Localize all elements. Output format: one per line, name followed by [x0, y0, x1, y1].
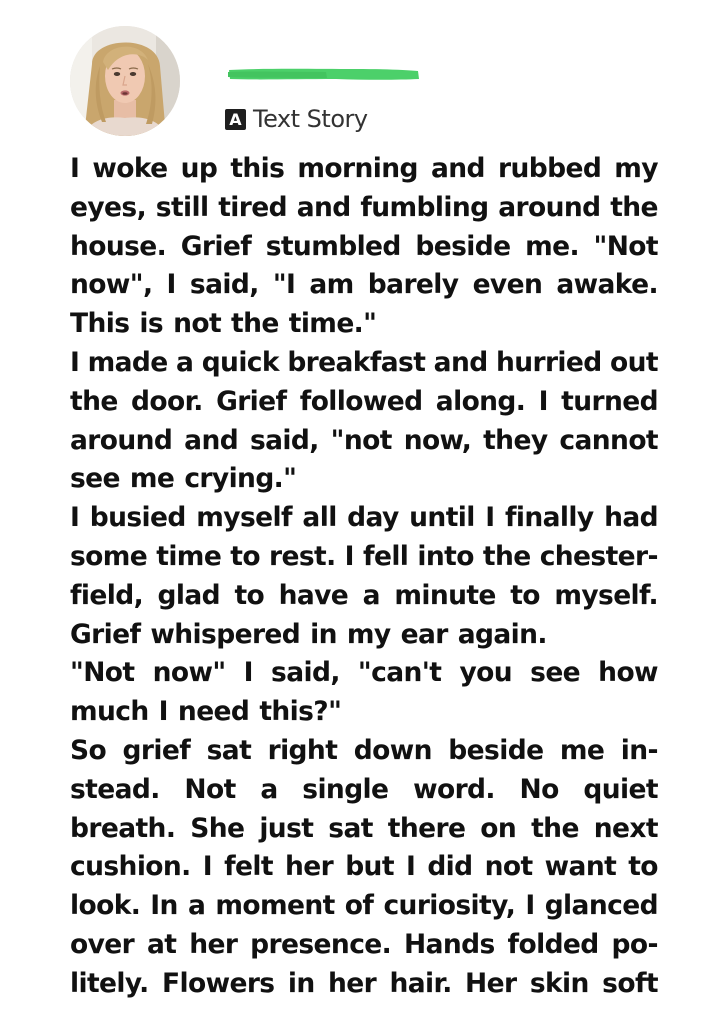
story-body — [70, 150, 658, 1024]
story-line: some time to rest. I fell into the chester- — [70, 540, 658, 572]
post-type-label: Text Story — [253, 105, 368, 133]
story-line: Grief whispered in my ear again. — [70, 618, 547, 650]
story-line: So grief sat right down beside me in- — [70, 734, 658, 766]
story-line: cushion. I felt her but I did not want to — [70, 851, 658, 883]
redacted-author-name — [226, 64, 421, 84]
avatar-portrait-image — [70, 26, 180, 136]
story-line: eyes, still tired and fumbling around the — [70, 191, 658, 223]
story-line: I made a quick breakfast and hurried out — [70, 346, 658, 378]
story-line: around and said, "not now, they cannot — [70, 424, 658, 456]
post-type-row — [225, 104, 368, 134]
story-line: much I need this?" — [70, 696, 342, 728]
story-line: litely. Flowers in her hair. Her skin soft — [70, 967, 658, 999]
avatar[interactable] — [70, 26, 180, 136]
story-line: over at her presence. Hands folded po- — [70, 928, 658, 960]
story-line: I woke up this morning and rubbed my — [70, 153, 658, 184]
story-line: field, glad to have a minute to myself. — [70, 579, 658, 611]
story-line: breath. She just sat there on the next — [70, 812, 658, 844]
story-line: see me crying." — [70, 463, 297, 495]
story-line: now", I said, "I am barely even awake. — [70, 269, 658, 301]
story-line: look. In a moment of curiosity, I glanced — [70, 890, 658, 922]
story-line: the door. Grief followed along. I turned — [70, 385, 658, 417]
story-line: stead. Not a single word. No quiet — [70, 773, 658, 805]
story-line: house. Grief stumbled beside me. "Not — [70, 230, 658, 262]
story-line: "Not now" I said, "can't you see how — [70, 657, 658, 689]
story-line: This is not the time." — [70, 308, 377, 340]
story-line: I busied myself all day until I finally had — [70, 502, 658, 534]
text-type-icon: A — [225, 109, 246, 130]
post-header — [0, 0, 727, 150]
